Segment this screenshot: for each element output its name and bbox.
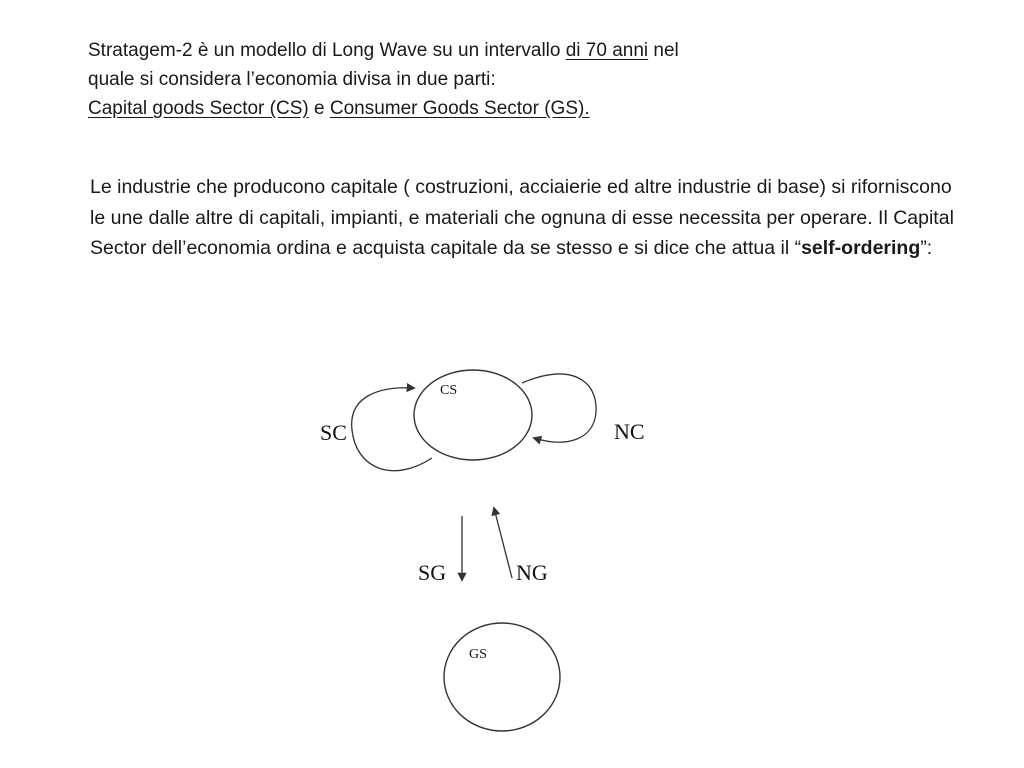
ng-arrow (494, 508, 512, 578)
intro-line2: quale si considera l’economia divisa in due parti: (88, 69, 496, 90)
paragraph-text-post: ”: (920, 237, 933, 259)
sc-label: SC (320, 420, 347, 445)
nc-loop-arrow (522, 374, 596, 442)
paragraph-bold-term: self-ordering (801, 237, 921, 259)
consumer-sector-link: Consumer Goods Sector (GS). (329, 98, 590, 119)
nc-label: NC (614, 419, 645, 444)
intro-interval-link: di 70 anni (565, 40, 649, 61)
ng-label: NG (516, 560, 548, 585)
intro-connector: e (308, 98, 330, 119)
intro-line1-pre: Stratagem-2 è un modello di Long Wave su un intervallo (88, 40, 566, 61)
capital-sector-link: Capital goods Sector (CS) (88, 98, 309, 119)
intro-line1-post: nel (648, 40, 679, 61)
paragraph-text-pre: Le industrie che producono capitale ( costruzioni, acciaierie ed altre industrie di base) si riforniscono le une dalle altre di capitali, impianti, e materiali che ognuna di esse necessita per operare. Il Capital Sector dell’economia ordina e acquista capitale da se stesso e si dice che attua il “ (90, 176, 954, 259)
cs-node (414, 370, 532, 460)
sc-loop-arrow (352, 388, 432, 471)
gs-label: GS (469, 647, 487, 662)
cs-label: CS (440, 383, 458, 398)
sg-label: SG (418, 560, 447, 585)
gs-node (444, 623, 560, 731)
